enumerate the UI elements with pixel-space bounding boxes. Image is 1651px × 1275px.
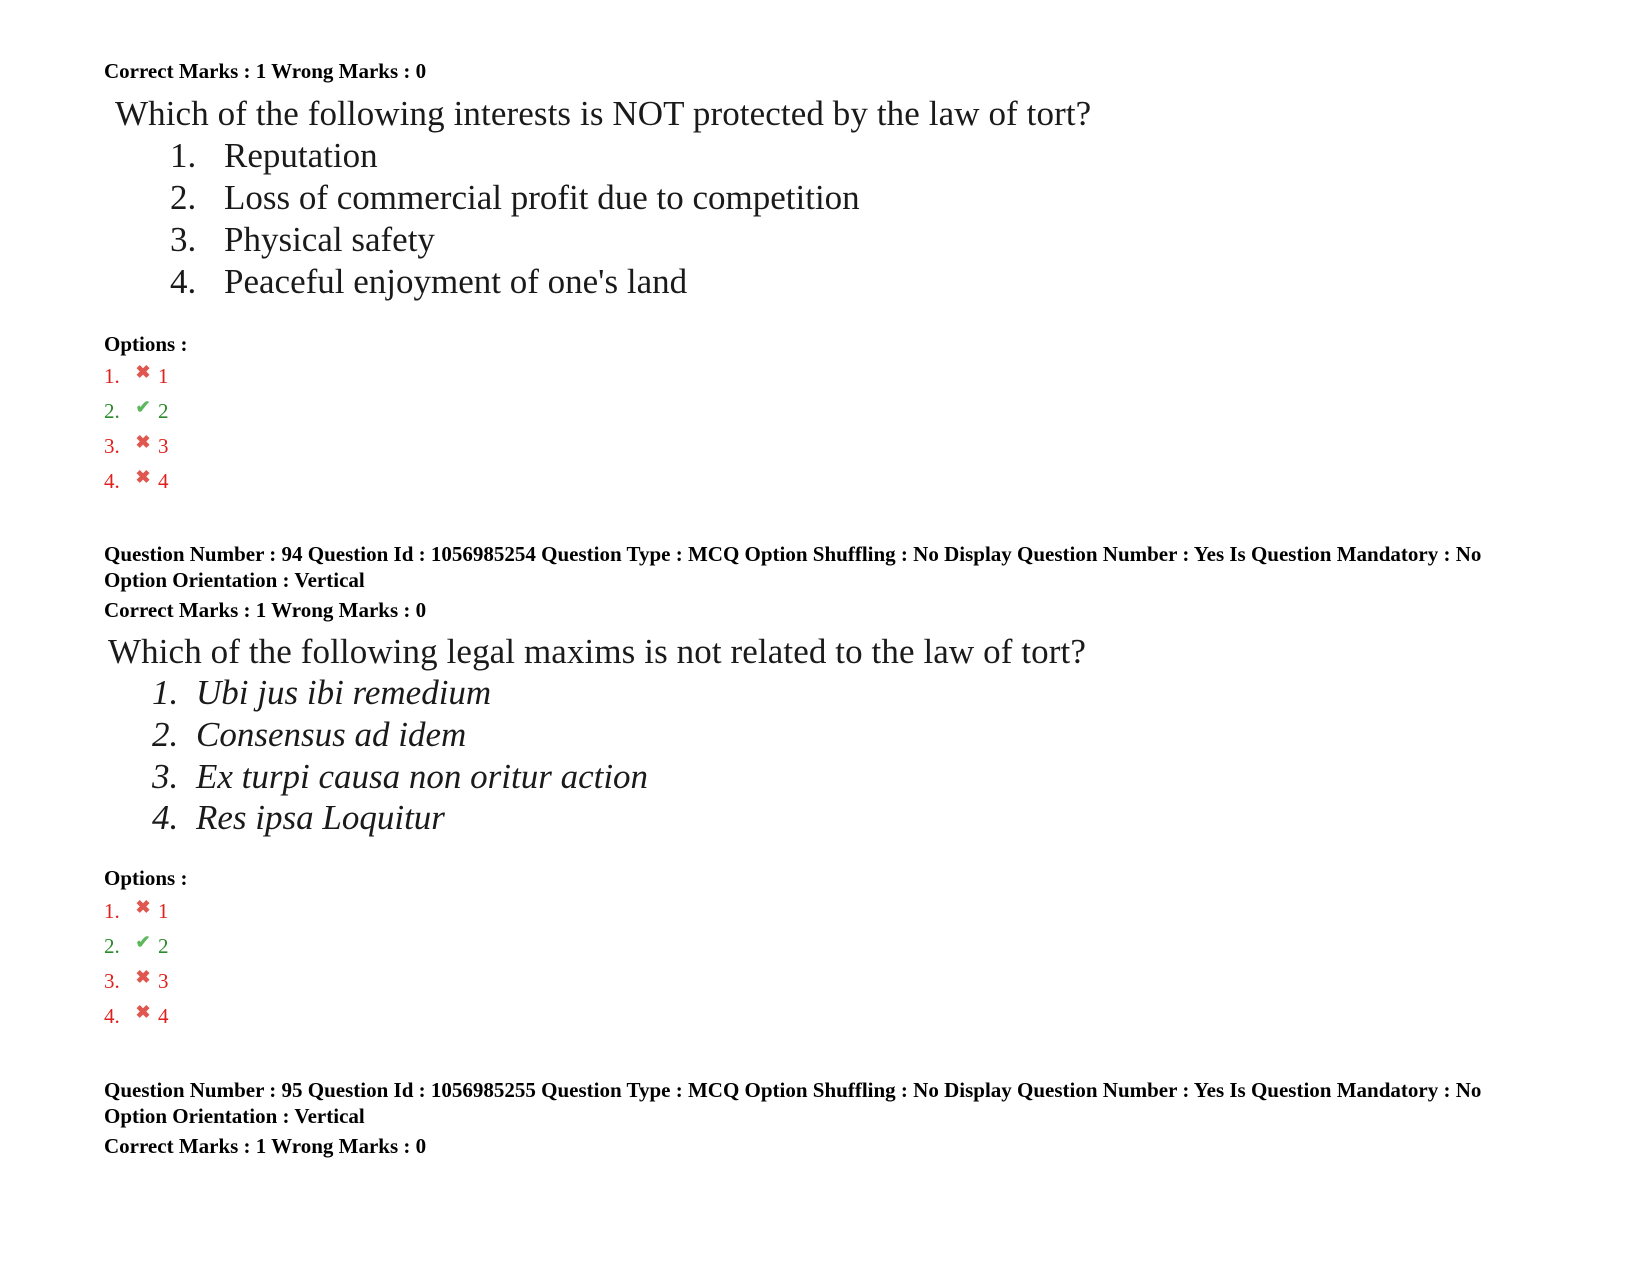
option-row	[104, 469, 169, 494]
option-number: 3.	[104, 969, 120, 993]
option-value: 1	[158, 899, 169, 923]
question-text: Which of the following legal maxims is not related to the law of tort?	[108, 632, 1086, 671]
question-item-number: 3.	[152, 757, 179, 796]
option-number: 1.	[104, 899, 120, 923]
option-row	[104, 364, 169, 389]
question-item	[152, 715, 466, 755]
question-item-text: Res ipsa Loquitur	[196, 798, 445, 837]
option-number: 1.	[104, 364, 120, 388]
question-item	[152, 673, 491, 713]
check-icon: ✔	[135, 397, 151, 417]
option-number: 2.	[104, 399, 120, 423]
question-header: Question Number : 95 Question Id : 1056985255 Question Type : MCQ Option Shuffling : No Display Question Number : Yes Is Question Mandatory : No Option Orientation : Vertical	[104, 1078, 1482, 1128]
cross-icon: ✖	[135, 1002, 151, 1022]
cross-icon: ✖	[135, 897, 151, 917]
question-item-number: 1.	[152, 673, 179, 712]
cross-icon: ✖	[135, 967, 151, 987]
question-item-text: Reputation	[224, 136, 378, 175]
cross-icon: ✖	[135, 362, 151, 382]
option-value: 4	[158, 1004, 169, 1028]
question-item-number: 4.	[152, 798, 179, 837]
options-label: Options :	[104, 332, 188, 356]
question-item-number: 3.	[170, 220, 197, 259]
question-item-number: 2.	[170, 178, 197, 217]
cross-icon: ✖	[135, 467, 151, 487]
correct-marks-line: Correct Marks : 1 Wrong Marks : 0	[104, 59, 427, 83]
option-value: 3	[158, 969, 169, 993]
option-value: 3	[158, 434, 169, 458]
question-item-text: Physical safety	[224, 220, 435, 259]
option-row	[104, 399, 169, 424]
question-item	[170, 262, 687, 302]
option-value: 4	[158, 469, 169, 493]
options-label: Options :	[104, 866, 188, 890]
option-number: 2.	[104, 934, 120, 958]
option-row	[104, 934, 169, 959]
option-value: 2	[158, 934, 169, 958]
option-row	[104, 899, 169, 924]
option-number: 4.	[104, 1004, 120, 1028]
correct-marks-line: Correct Marks : 1 Wrong Marks : 0	[104, 1134, 427, 1158]
option-number: 4.	[104, 469, 120, 493]
check-icon: ✔	[135, 932, 151, 952]
question-item	[170, 136, 378, 176]
question-item-text: Peaceful enjoyment of one's land	[224, 262, 688, 301]
question-item	[152, 757, 648, 797]
question-item	[170, 220, 435, 260]
correct-marks-line: Correct Marks : 1 Wrong Marks : 0	[104, 598, 427, 622]
question-item	[170, 178, 860, 218]
question-item-text: Ex turpi causa non oritur action	[196, 757, 649, 796]
question-text: Which of the following interests is NOT protected by the law of tort?	[115, 94, 1092, 133]
question-item-number: 1.	[170, 136, 197, 175]
question-item-text: Loss of commercial profit due to competition	[224, 178, 860, 217]
cross-icon: ✖	[135, 432, 151, 452]
option-row	[104, 434, 169, 459]
question-item-number: 2.	[152, 715, 179, 754]
question-header: Question Number : 94 Question Id : 1056985254 Question Type : MCQ Option Shuffling : No Display Question Number : Yes Is Question Mandatory : No Option Orientation : Vertical	[104, 542, 1482, 592]
question-item-number: 4.	[170, 262, 197, 301]
option-number: 3.	[104, 434, 120, 458]
option-value: 1	[158, 364, 169, 388]
question-item-text: Consensus ad idem	[196, 715, 467, 754]
option-row	[104, 969, 169, 994]
option-row	[104, 1004, 169, 1029]
question-item	[152, 798, 445, 838]
question-item-text: Ubi jus ibi remedium	[196, 673, 492, 712]
option-value: 2	[158, 399, 169, 423]
